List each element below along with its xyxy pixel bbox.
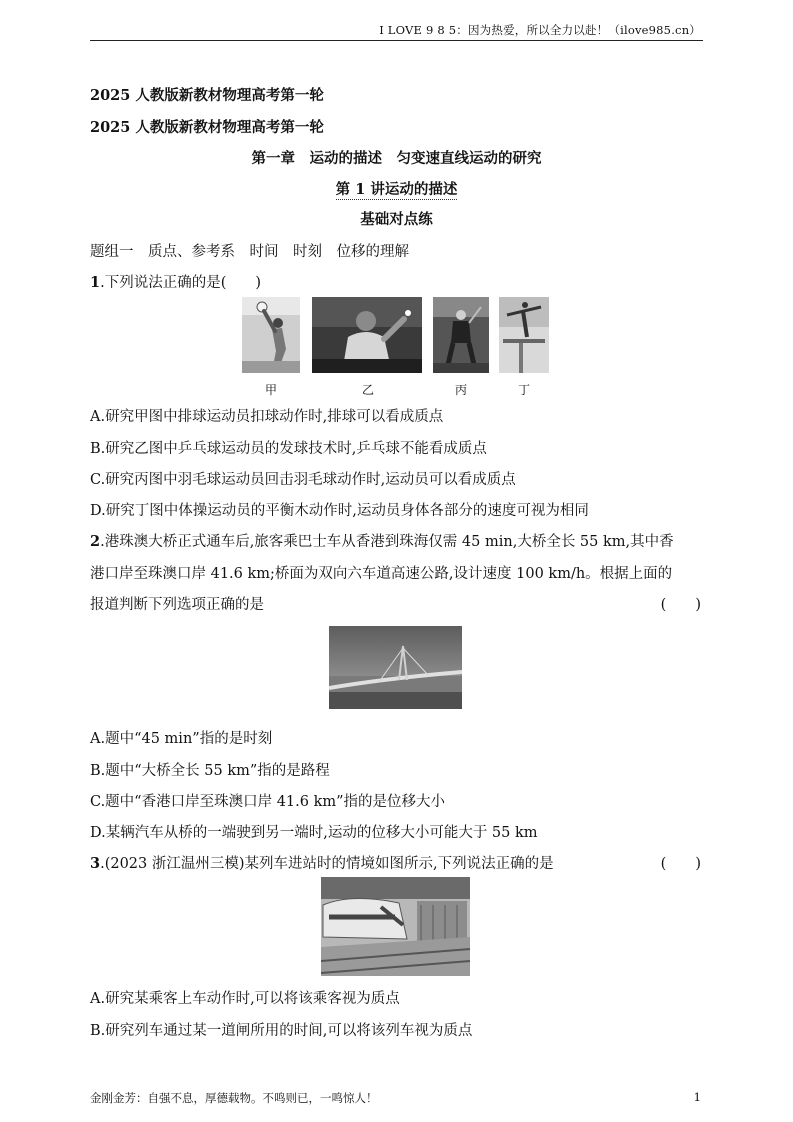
q2-number: 2 — [90, 533, 101, 550]
header-divider — [90, 40, 703, 41]
doc-title-1: 2025 人教版新教材物理高考第一轮 — [90, 87, 324, 104]
q1-option-c: C.研究丙图中羽毛球运动员回击羽毛球动作时,运动员可以看成质点 — [90, 472, 516, 488]
q2-image-bridge — [329, 626, 462, 709]
page-header: I LOVE 9 8 5：因为热爱，所以全力以赴！（ilove985.cn） — [379, 23, 701, 37]
group-title: 题组一 质点、参考系 时间 时刻 位移的理解 — [90, 244, 409, 260]
q2-stem-line-3: 报道判断下列选项正确的是 — [90, 597, 264, 613]
lecture-title-text: 第 1 讲运动的描述 — [335, 181, 458, 198]
q1-image-balance-beam — [499, 297, 549, 373]
q3-option-a: A.研究某乘客上车动作时,可以将该乘客视为质点 — [90, 991, 400, 1007]
caption-ding: 丁 — [517, 383, 530, 397]
q3-stem — [90, 852, 554, 873]
caption-yi: 乙 — [361, 383, 374, 397]
q2-option-b: B.题中“大桥全长 55 km”指的是路程 — [90, 763, 330, 779]
q1-number: 1 — [90, 274, 101, 291]
q1-image-badminton — [433, 297, 489, 373]
q1-option-b: B.研究乙图中乒乓球运动员的发球技术时,乒乓球不能看成质点 — [90, 441, 487, 457]
q2-answer-paren: ( ) — [660, 597, 701, 613]
footer-motto: 金刚金芳：自强不息，厚德载物。不鸣则已，一鸣惊人！ — [90, 1091, 378, 1105]
doc-title-2: 2025 人教版新教材物理高考第一轮 — [90, 119, 324, 136]
q3-option-b: B.研究列车通过某一道闸所用的时间,可以将该列车视为质点 — [90, 1023, 473, 1039]
caption-bing: 丙 — [454, 383, 467, 397]
q1-stem — [90, 271, 261, 292]
q3-image-train — [321, 877, 470, 976]
q1-option-a: A.研究甲图中排球运动员扣球动作时,排球可以看成质点 — [90, 409, 444, 425]
q1-image-volleyball — [242, 297, 300, 373]
q1-stem-text: .下列说法正确的是( ) — [100, 275, 262, 291]
q1-option-d: D.研究丁图中体操运动员的平衡木动作时,运动员身体各部分的速度可视为相同 — [90, 503, 589, 519]
q2-option-c: C.题中“香港口岸至珠澳口岸 41.6 km”指的是位移大小 — [90, 794, 446, 810]
chapter-title: 第一章 运动的描述 匀变速直线运动的研究 — [251, 150, 542, 167]
q2-option-a: A.题中“45 min”指的是时刻 — [90, 731, 273, 747]
lecture-title — [0, 178, 793, 199]
caption-jia: 甲 — [264, 383, 277, 397]
q2-option-d: D.某辆汽车从桥的一端驶到另一端时,运动的位移大小可能大于 55 km — [90, 825, 538, 841]
q3-answer-paren: ( ) — [660, 856, 701, 872]
q2-stem-text-1: .港珠澳大桥正式通车后,旅客乘巴士车从香港到珠海仅需 45 min,大桥全长 55 km,其中香 — [100, 534, 674, 550]
q2-stem-line-2: 港口岸至珠澳口岸 41.6 km;桥面为双向六车道高速公路,设计速度 100 km/h。根据上面的 — [90, 566, 673, 582]
q3-number: 3 — [90, 855, 101, 872]
q2-stem-line-1 — [90, 530, 674, 551]
section-title: 基础对点练 — [360, 211, 433, 228]
q1-image-table-tennis — [312, 297, 422, 373]
page-number: 1 — [693, 1090, 701, 1104]
q3-stem-text: .(2023 浙江温州三模)某列车进站时的情境如图所示,下列说法正确的是 — [100, 856, 554, 872]
